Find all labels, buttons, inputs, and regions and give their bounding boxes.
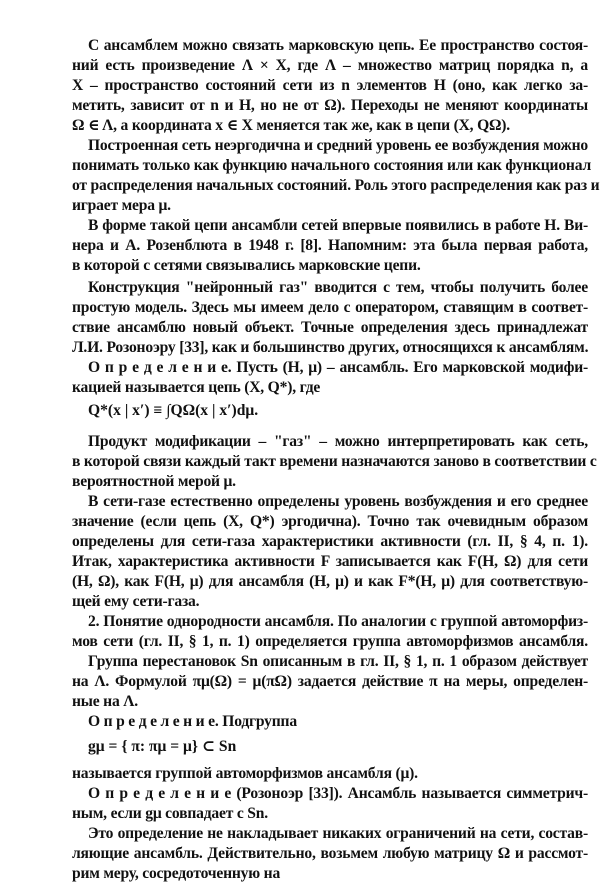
- text-line: Л.И. Розоноэру [33], как и большинство других, относящихся к ансамблям.: [72, 339, 589, 356]
- text-line: С ансамблем можно связать марковскую цепь. Ее пространство состоя-: [88, 37, 588, 54]
- text-line: на Λ. Формулой πμ(Ω) = μ(πΩ) задается действие π на меры, определен-: [72, 673, 588, 690]
- text-line: Это определение не накладывает никаких ограничений на сети, состав-: [88, 825, 588, 842]
- text-line: мов сети (гл. II, § 1, п. 1) определяется группа автоморфизмов ансамбля.: [72, 633, 588, 650]
- text-line: понимать только как функцию начального состояния или как функционал: [72, 157, 591, 174]
- formula-automorphism-group: gμ = { π: πμ = μ} ⊂ Sn: [88, 738, 237, 755]
- text-line: вероятностной мерой μ.: [72, 473, 236, 490]
- text-line: называется группой автоморфизмов ансамбля (μ).: [72, 765, 418, 782]
- definition-line: О п р е д е л е н и е. Пусть (H, μ) – ансамбль. Его марковской модифи-: [88, 359, 588, 376]
- text-line: щей ему сети-газа.: [72, 593, 200, 610]
- text-line: в которой с сетями связывались марковские цепи.: [72, 257, 421, 274]
- section-heading-line: 2. Понятие однородности ансамбля. По аналогии с группой автоморфиз-: [88, 613, 588, 630]
- text-line: нера и А. Розенблюта в 1948 г. [8]. Напомним: эта была первая работа,: [72, 237, 588, 254]
- text-line: ляющие ансамбль. Действительно, возьмем любую матрицу Ω и рассмот-: [72, 845, 588, 862]
- text-line: кацией называется цепь (X, Q*), где: [72, 379, 321, 396]
- formula-markov-modification: Q*(x | x′) ≡ ∫QΩ(x | x′)dμ.: [88, 402, 259, 419]
- text-line: В форме такой цепи ансамбли сетей впервые появились в работе Н. Ви-: [88, 217, 588, 234]
- text-line: ным, если gμ совпадает с Sn.: [72, 805, 268, 822]
- text-line: рим меру, сосредоточенную на: [72, 865, 281, 882]
- text-line: определены для сети-газа характеристики активности (гл. II, § 4, п. 1).: [72, 533, 588, 550]
- text-line: Продукт модификации – "газ" – можно интерпретировать как сеть,: [88, 433, 588, 450]
- text-line: (H, Ω), как F(H, μ) для ансамбля (H, μ) и как F*(H, μ) для соответствую-: [72, 573, 588, 590]
- text-line: от распределения начальных состояний. Роль этого распределения как раз и: [72, 177, 600, 194]
- text-line: Ω ∈ Λ, а координата x ∈ X меняется так же, как в цепи (X, QΩ).: [72, 117, 510, 134]
- text-line: Итак, характеристика активности F записывается как F(H, Ω) для сети: [72, 553, 588, 570]
- text-line: играет мера μ.: [72, 197, 171, 214]
- definition-line: О п р е д е л е н и е (Розоноэр [33]). Ансамбль называется симметрич-: [88, 785, 588, 802]
- text-line: метить, зависит от n и H, но не от Ω). Переходы не меняют координаты: [72, 97, 588, 114]
- text-line: ствие ансамблю новый объект. Точные определения здесь принадлежат: [72, 319, 588, 336]
- text-line: X – пространство состояний сети из n элементов H (оно, как легко за-: [72, 77, 588, 94]
- text-line: Группа перестановок Sn описанным в гл. II, § 1, п. 1 образом действует: [88, 653, 588, 670]
- text-line: Построенная сеть неэргодична и средний уровень ее возбуждения можно: [88, 137, 588, 154]
- definition-line: О п р е д е л е н и е. Подгруппа: [88, 713, 297, 730]
- text-line: Конструкция "нейронный газ" вводится с тем, чтобы получить более: [88, 279, 588, 296]
- text-line: простую модель. Здесь мы имеем дело с оператором, ставящим в соответ-: [72, 299, 588, 316]
- text-line: значение (если цепь (X, Q*) эргодична). Точно так очевидным образом: [72, 513, 588, 530]
- text-line: ний есть произведение Λ × X, где Λ – множество матриц порядка n, а: [72, 57, 588, 74]
- text-line: в которой связи каждый такт времени назначаются заново в соответствии с: [72, 453, 597, 470]
- text-line: ные на Λ.: [72, 693, 138, 710]
- text-line: В сети-газе естественно определены уровень возбуждения и его среднее: [88, 493, 588, 510]
